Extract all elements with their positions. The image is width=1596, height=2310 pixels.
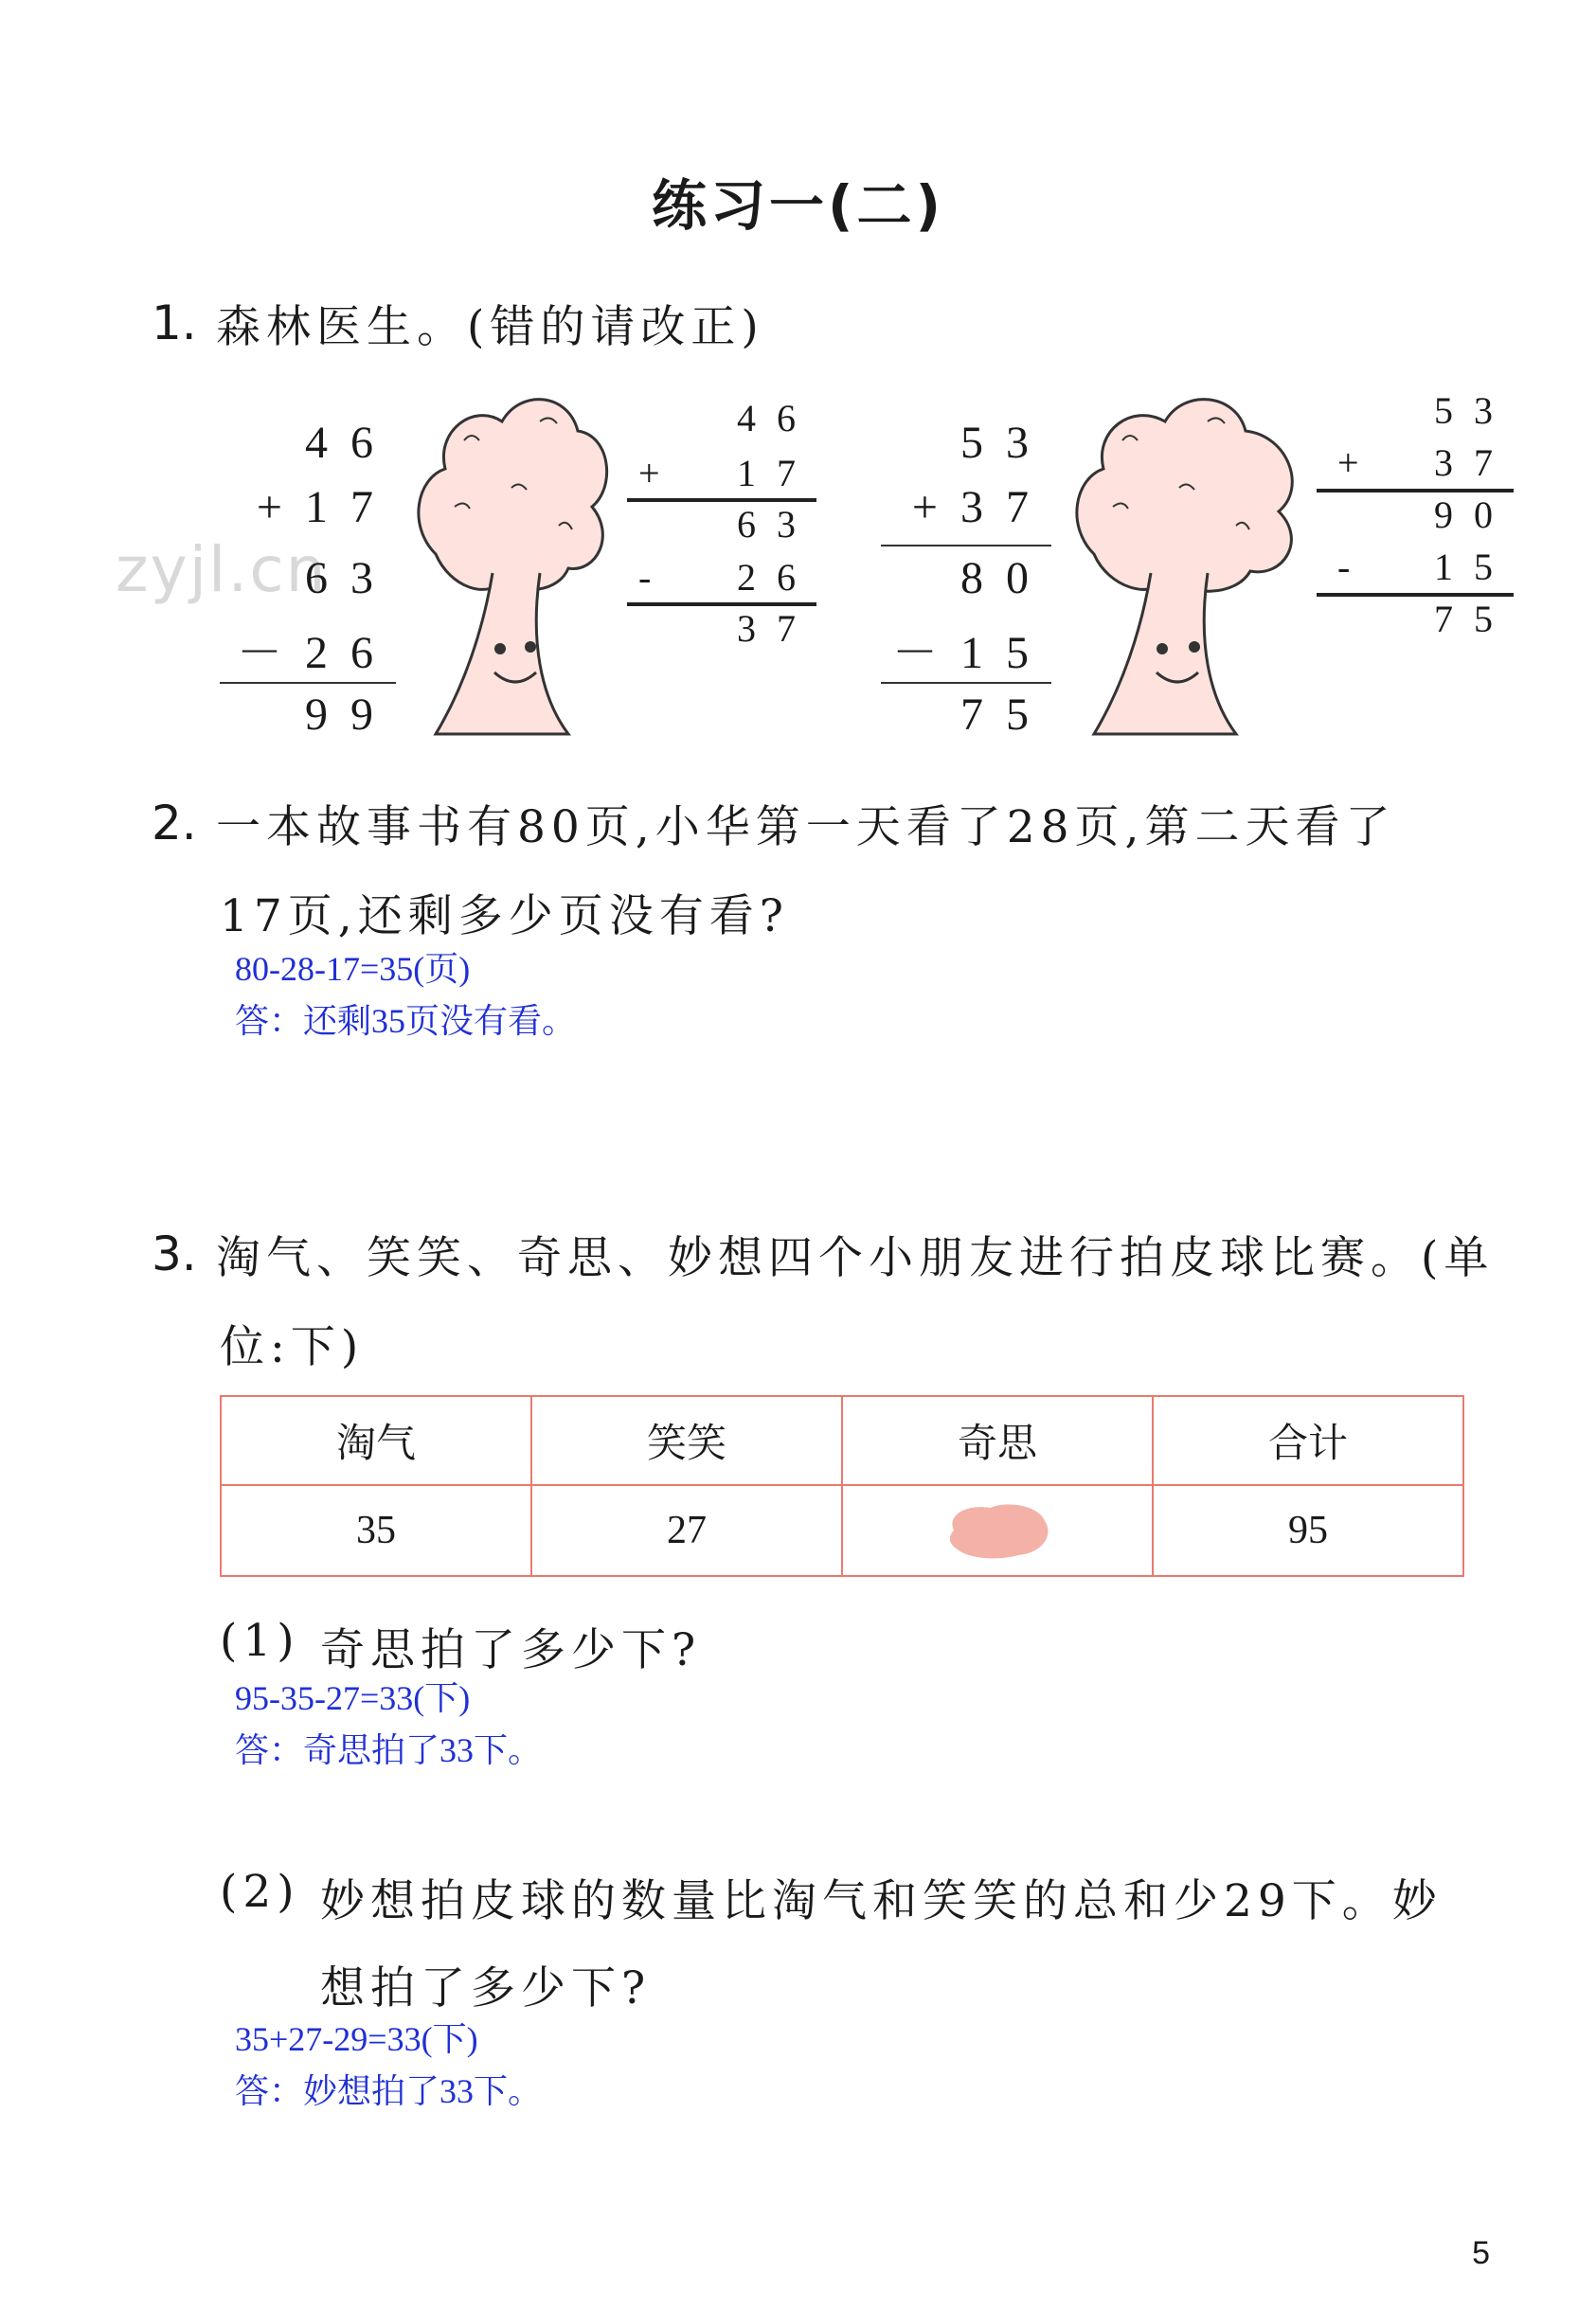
correction-b-row4: 15 — [1434, 546, 1514, 588]
tree-doctor-illustration-left — [398, 384, 616, 753]
table-value-taoqi: 35 — [356, 1509, 396, 1552]
page-title: 练习一(二) — [651, 173, 945, 238]
ink-blot-icon — [941, 1500, 1054, 1561]
page-number: 5 — [1472, 2235, 1490, 2271]
question-2-text-line1: 一本故事书有80页,小华第一天看了28页,第二天看了 — [216, 801, 1396, 853]
table-header-qisi: 奇思 — [957, 1420, 1037, 1466]
problem-b-line2 — [881, 682, 1051, 684]
correction-a-row4: 26 — [737, 556, 816, 599]
question-1-text: 森林医生。(错的请改正) — [216, 301, 764, 353]
question-2-answer-calc: 80-28-17=35(页) — [235, 950, 471, 988]
correction-a-op2: - — [638, 556, 672, 599]
tree-doctor-illustration-right — [1056, 384, 1312, 753]
score-table — [220, 1395, 1464, 1577]
problem-a-row1: 46 — [305, 418, 396, 468]
correction-b-row2: 37 — [1434, 441, 1514, 484]
table-header-taoqi: 淘气 — [335, 1420, 416, 1466]
table-value-qisi — [843, 1486, 1152, 1575]
table-value-xiaoxiao: 27 — [667, 1509, 707, 1552]
question-3-number: 3. — [152, 1227, 197, 1281]
problem-b-row3: 80 — [960, 553, 1051, 603]
sub-question-2-text-line2: 想拍了多少下? — [320, 1962, 652, 2015]
correction-b-row3: 90 — [1434, 493, 1514, 536]
correction-b-row1: 53 — [1434, 389, 1514, 432]
question-3-text-line2: 位:下) — [220, 1321, 365, 1373]
problem-a-row5: 99 — [305, 689, 396, 740]
table-value-total: 95 — [1288, 1509, 1328, 1552]
problem-b-line1 — [881, 545, 1051, 546]
problem-a-line — [220, 682, 396, 684]
question-2-number: 2. — [152, 796, 197, 851]
problem-b-row5: 75 — [960, 689, 1051, 740]
correction-a-op1: + — [638, 452, 681, 494]
question-2-answer-text: 答：还剩35页没有看。 — [235, 1002, 577, 1040]
problem-a-row2: +17 — [256, 482, 396, 532]
watermark: zyjl.cn — [116, 533, 328, 606]
sub-question-2-answer-text: 答：妙想拍了33下。 — [235, 2072, 543, 2110]
correction-a-row2: 17 — [737, 452, 816, 494]
question-3-text-line1: 淘气、笑笑、奇思、妙想四个小朋友进行拍皮球比赛。(单 — [216, 1232, 1495, 1284]
sub-question-2-label: (2) — [220, 1866, 300, 1918]
sub-question-1-text: 奇思拍了多少下? — [320, 1624, 702, 1676]
sub-question-1-label: (1) — [220, 1615, 300, 1667]
sub-question-1-answer-calc: 95-35-27=33(下) — [235, 1679, 471, 1717]
sub-question-2-text-line1: 妙想拍皮球的数量比淘气和笑笑的总和少29下。妙 — [320, 1875, 1443, 1927]
correction-a-row5: 37 — [737, 607, 816, 650]
sub-question-2-answer-calc: 35+27-29=33(下) — [235, 2020, 478, 2058]
sub-question-1-answer-text: 答：奇思拍了33下。 — [235, 1731, 543, 1769]
correction-b-op2: - — [1337, 546, 1372, 588]
problem-b-row4: －15 — [891, 628, 1051, 678]
correction-a-row3: 63 — [737, 503, 816, 546]
question-1-number: 1. — [152, 295, 197, 350]
problem-b-row1: 53 — [960, 418, 1051, 468]
problem-a-row3: 63 — [305, 553, 396, 603]
correction-b-row5: 75 — [1434, 598, 1514, 640]
correction-b-op1: + — [1337, 441, 1380, 484]
problem-a-row4: －26 — [236, 628, 396, 678]
problem-b-row2: +37 — [911, 482, 1051, 532]
correction-a-row1: 46 — [737, 397, 816, 439]
question-2-text-line2: 17页,还剩多少页没有看? — [220, 890, 789, 942]
table-header-total: 合计 — [1267, 1420, 1348, 1466]
table-header-xiaoxiao: 笑笑 — [646, 1420, 726, 1466]
